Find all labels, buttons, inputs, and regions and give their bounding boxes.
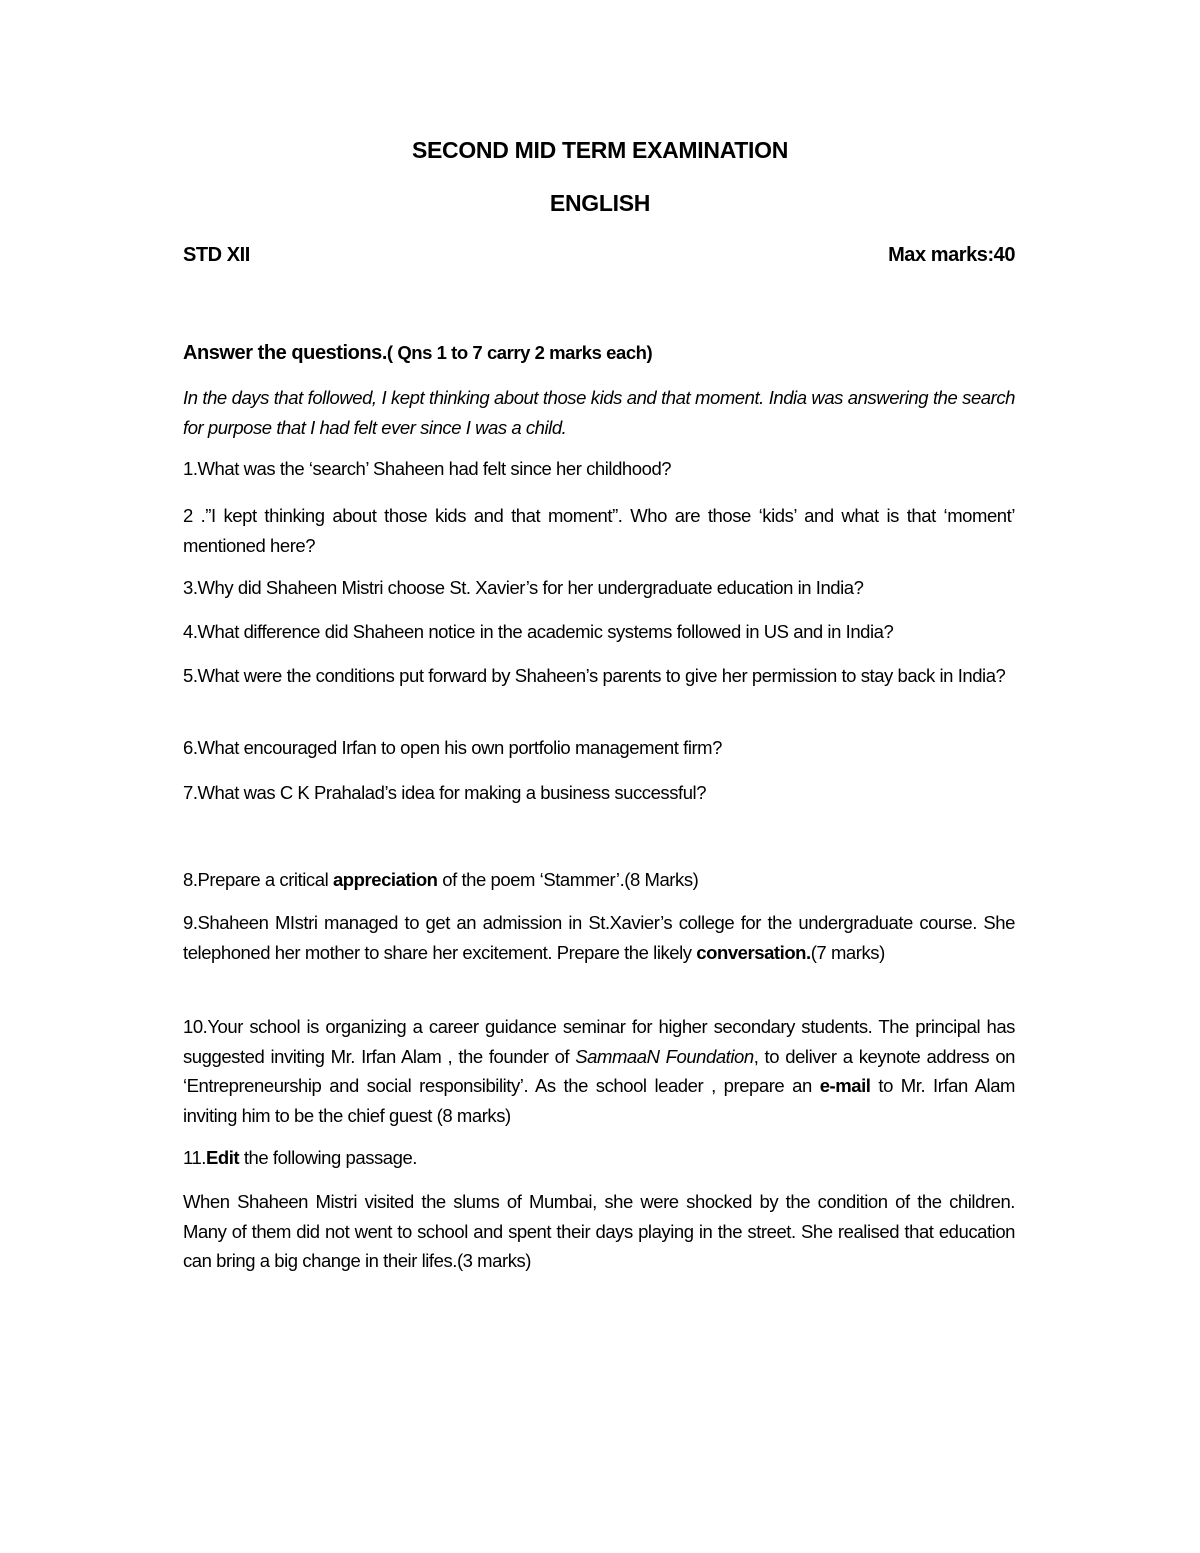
q9-bold: conversation.	[696, 941, 811, 963]
q10-bold: e-mail	[819, 1075, 871, 1096]
subject-title: ENGLISH	[549, 190, 651, 216]
q10-text-3: to Mr. Irfan Alam inviting him to be the chief guest (8 marks)	[183, 1075, 1015, 1126]
question-8	[183, 865, 1015, 895]
exam-meta	[183, 241, 1015, 271]
q8-bold: appreciation	[332, 869, 438, 890]
max-marks: Max marks:40	[888, 244, 1015, 266]
question-9	[183, 908, 1015, 967]
q8-text: 8.Prepare a critical	[183, 869, 333, 890]
question-4: 4.What difference did Shaheen notice in the academic systems followed in US and in India?	[183, 621, 894, 642]
question-6: 6.What encouraged Irfan to open his own portfolio management firm?	[183, 737, 722, 758]
exam-title: SECOND MID TERM EXAMINATION	[411, 137, 789, 163]
edit-passage: When Shaheen Mistri visited the slums of Mumbai, she were shocked by the condition of the children. Many of them did not went to school and spent their days playing in the street. She realised that education can bring a big change in their lifes.(3 marks)	[183, 1191, 1015, 1271]
q11-number: 11.	[183, 1147, 206, 1168]
extract-passage: In the days that followed, I kept thinking about those kids and that moment. India was answering the search for purpose that I had felt ever since I was a child.	[183, 387, 1015, 438]
question-10	[183, 1012, 1015, 1130]
instruction-bold: Answer the questions.	[183, 342, 387, 364]
question-11	[183, 1143, 1015, 1173]
q11-text: the following passage.	[239, 1147, 417, 1168]
question-7: 7.What was C K Prahalad’s idea for making a business successful?	[183, 782, 707, 803]
q10-text-2: , to deliver a keynote address on ‘Entrepreneurship and social responsibility’. As the school leader , prepare an	[183, 1045, 1015, 1096]
question-3: 3.Why did Shaheen Mistri choose St. Xavier’s for her undergraduate education in India?	[183, 577, 864, 598]
question-1: 1.What was the ‘search’ Shaheen had felt since her childhood?	[183, 458, 672, 479]
question-5: 5.What were the conditions put forward by Shaheen’s parents to give her permission to stay back in India?	[183, 665, 1006, 686]
instruction-rest: ( Qns 1 to 7 carry 2 marks each)	[386, 342, 653, 363]
std-label: STD XII	[183, 244, 250, 266]
q9-text: 9.Shaheen MIstri managed to get an admission in St.Xavier’s college for the undergraduate course. She telephoned her mother to share her excitement. Prepare the likely	[183, 912, 1015, 963]
q11-bold: Edit	[206, 1147, 240, 1168]
q9-marks: (7 marks)	[810, 941, 885, 963]
q8-marks: of the poem ‘Stammer’.(8 Marks)	[437, 869, 699, 890]
q10-text: 10.Your school is organizing a career guidance seminar for higher secondary students. The principal has suggested inviting Mr. Irfan Alam , the founder of	[183, 1016, 1015, 1067]
section-instruction	[183, 338, 1015, 369]
q10-italic: SammaaN Foundation	[575, 1045, 754, 1067]
question-2: 2 .”I kept thinking about those kids and that moment”. Who are those ‘kids’ and what is that ‘moment’ mentioned here?	[183, 505, 1015, 556]
